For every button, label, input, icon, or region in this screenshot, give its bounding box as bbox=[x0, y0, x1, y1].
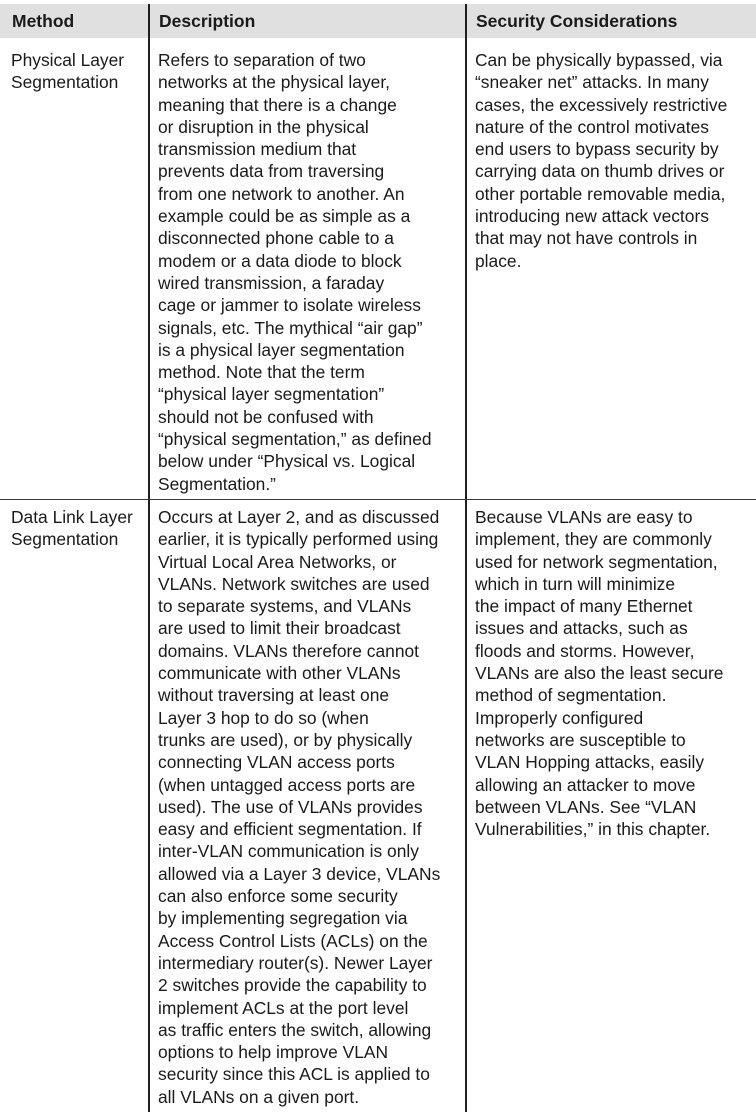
description-text-line: options to help improve VLAN bbox=[158, 1042, 389, 1063]
security-text-line: that may not have controls in bbox=[475, 228, 698, 249]
row-physical-description bbox=[158, 49, 462, 495]
description-text-line: connecting VLAN access ports bbox=[158, 752, 395, 773]
header-security-considerations: Security Considerations bbox=[476, 11, 678, 31]
description-text-line: as traffic enters the switch, allowing bbox=[158, 1019, 432, 1040]
security-text-line: method of segmentation. bbox=[475, 685, 667, 706]
description-text-line: modem or a data diode to block bbox=[158, 250, 402, 271]
description-text-line: inter-VLAN communication is only bbox=[158, 841, 419, 862]
row-datalink-description bbox=[158, 506, 462, 1108]
description-text-line: method. Note that the term bbox=[158, 362, 365, 383]
column-divider-1 bbox=[148, 4, 150, 1112]
method-text-line: Segmentation bbox=[11, 72, 119, 93]
row-datalink-security bbox=[475, 506, 754, 840]
security-text-line: used for network segmentation, bbox=[475, 551, 718, 572]
description-text-line: intermediary router(s). Newer Layer bbox=[158, 952, 433, 973]
description-text-line: Access Control Lists (ACLs) on the bbox=[158, 930, 428, 951]
description-text-line: trunks are used), or by physically bbox=[158, 729, 413, 750]
description-text-line: Segmentation.” bbox=[158, 473, 276, 494]
security-text-line: issues and attacks, such as bbox=[475, 618, 688, 639]
security-text-line: introducing new attack vectors bbox=[475, 206, 709, 227]
security-text-line: allowing an attacker to move bbox=[475, 774, 696, 795]
description-text-line: Refers to separation of two bbox=[158, 50, 366, 70]
method-text-line: Data Link Layer bbox=[11, 507, 133, 527]
description-text-line: VLANs. Network switches are used bbox=[158, 573, 430, 594]
description-text-line: is a physical layer segmentation bbox=[158, 339, 405, 360]
security-text-line: VLAN Hopping attacks, easily bbox=[475, 752, 705, 773]
description-text-line: communicate with other VLANs bbox=[158, 663, 401, 684]
security-text-line: Can be physically bypassed, via bbox=[475, 50, 723, 70]
description-text-line: security since this ACL is applied to bbox=[158, 1064, 430, 1085]
security-text-line: between VLANs. See “VLAN bbox=[475, 796, 697, 817]
description-text-line: should not be confused with bbox=[158, 406, 374, 427]
description-text-line: can also enforce some security bbox=[158, 886, 398, 907]
header-description: Description bbox=[159, 11, 256, 31]
description-text-line: implement ACLs at the port level bbox=[158, 997, 409, 1018]
description-text-line: signals, etc. The mythical “air gap” bbox=[158, 317, 423, 338]
description-text-line: without traversing at least one bbox=[158, 685, 390, 706]
description-text-line: earlier, it is typically performed using bbox=[158, 529, 439, 550]
description-text-line: used). The use of VLANs provides bbox=[158, 796, 423, 817]
security-text-line: VLANs are also the least secure bbox=[475, 663, 724, 684]
description-text-line: are used to limit their broadcast bbox=[158, 618, 401, 639]
security-text-line: floods and storms. However, bbox=[475, 640, 695, 661]
header-method: Method bbox=[12, 11, 75, 31]
description-text-line: allowed via a Layer 3 device, VLANs bbox=[158, 863, 441, 884]
description-text-line: 2 switches provide the capability to bbox=[158, 975, 427, 996]
description-text-line: Layer 3 hop to do so (when bbox=[158, 707, 369, 728]
security-text-line: end users to bypass security by bbox=[475, 139, 719, 160]
description-text-line: Occurs at Layer 2, and as discussed bbox=[158, 507, 440, 527]
security-text-line: Because VLANs are easy to bbox=[475, 507, 693, 527]
description-text-line: to separate systems, and VLANs bbox=[158, 596, 412, 617]
description-text-line: “physical layer segmentation” bbox=[158, 384, 385, 405]
description-text-line: easy and efficient segmentation. If bbox=[158, 819, 422, 840]
description-text-line: or disruption in the physical bbox=[158, 116, 369, 137]
description-text-line: disconnected phone cable to a bbox=[158, 228, 394, 249]
security-text-line: nature of the control motivates bbox=[475, 116, 709, 137]
security-text-line: “sneaker net” attacks. In many bbox=[475, 72, 709, 93]
row-divider bbox=[0, 499, 756, 500]
method-text-line: Physical Layer bbox=[11, 50, 125, 70]
security-text-line: other portable removable media, bbox=[475, 183, 726, 204]
description-text-line: from one network to another. An bbox=[158, 183, 405, 204]
description-text-line: by implementing segregation via bbox=[158, 908, 408, 929]
security-text-line: Vulnerabilities,” in this chapter. bbox=[475, 819, 711, 840]
description-text-line: prevents data from traversing bbox=[158, 161, 385, 182]
description-text-line: “physical segmentation,” as defined bbox=[158, 429, 432, 450]
description-text-line: Virtual Local Area Networks, or bbox=[158, 551, 397, 572]
description-text-line: cage or jammer to isolate wireless bbox=[158, 295, 421, 316]
description-text-line: all VLANs on a given port. bbox=[158, 1086, 360, 1107]
security-text-line: implement, they are commonly bbox=[475, 529, 712, 550]
security-text-line: networks are susceptible to bbox=[475, 729, 686, 750]
security-text-line: the impact of many Ethernet bbox=[475, 596, 693, 617]
security-text-line: which in turn will minimize bbox=[475, 573, 676, 594]
column-divider-2 bbox=[465, 4, 467, 1112]
description-text-line: networks at the physical layer, bbox=[158, 72, 390, 93]
security-text-line: carrying data on thumb drives or bbox=[475, 161, 725, 182]
description-text-line: below under “Physical vs. Logical bbox=[158, 451, 416, 472]
row-physical-security bbox=[475, 49, 754, 272]
method-text-line: Segmentation bbox=[11, 529, 119, 550]
row-datalink-method bbox=[11, 506, 145, 551]
description-text-line: transmission medium that bbox=[158, 139, 357, 160]
description-text-line: example could be as simple as a bbox=[158, 206, 411, 227]
description-text-line: (when untagged access ports are bbox=[158, 774, 416, 795]
security-text-line: Improperly configured bbox=[475, 707, 644, 728]
description-text-line: domains. VLANs therefore cannot bbox=[158, 640, 420, 661]
security-text-line: cases, the excessively restrictive bbox=[475, 94, 728, 115]
description-text-line: meaning that there is a change bbox=[158, 94, 397, 115]
table-header-row bbox=[0, 4, 756, 38]
security-text-line: place. bbox=[475, 250, 522, 271]
description-text-line: wired transmission, a faraday bbox=[158, 272, 385, 293]
row-physical-method bbox=[11, 49, 145, 94]
